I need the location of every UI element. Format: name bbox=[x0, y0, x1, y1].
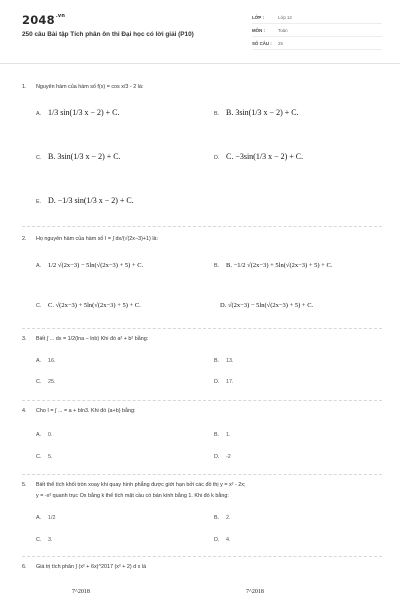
question-2: 2. Họ nguyên hàm của hàm số I = ∫ dx/(√(2x−3)+1) là: bbox=[22, 236, 159, 242]
divider bbox=[22, 474, 382, 475]
option-1a[interactable]: A. 1/3 sin(1/3 x − 2) + C. bbox=[36, 108, 120, 117]
question-6: 6. Giá trị tích phân ∫ (x² + 6x)^2017 (x² + 2) d x là bbox=[22, 564, 147, 570]
option-6a-partial[interactable]: 7^2018 bbox=[72, 589, 90, 595]
question-5-continued: y = -x² quanh trục Ox bằng k thể tích mặt cầu có bán kính bằng 1. Khi đó k bằng: bbox=[36, 493, 229, 499]
site-logo[interactable]: $2048^{.vn}$ bbox=[22, 13, 66, 27]
header bbox=[0, 0, 400, 64]
option-5a[interactable]: A. 1/2 bbox=[36, 515, 56, 521]
divider bbox=[22, 226, 382, 227]
option-4c[interactable]: C. 5. bbox=[36, 454, 53, 460]
meta-row-count: SỐ CÂU : 25 bbox=[252, 37, 382, 50]
meta-row-grade: LỚP : Lớp 12 bbox=[252, 11, 382, 24]
divider bbox=[22, 400, 382, 401]
option-1d[interactable]: D. C. −3sin(1/3 x − 2) + C. bbox=[214, 152, 304, 161]
document-meta bbox=[252, 11, 382, 50]
option-1c[interactable]: C. B. 3sin(1/3 x − 2) + C. bbox=[36, 152, 121, 161]
question-5: 5. Biết thể tích khối tròn xoay khi quay hình phẳng được giới hạn bởi các đồ thị y = x² - 2x; bbox=[22, 482, 246, 488]
option-2c[interactable]: C. C. √(2x−3) + 5ln(√(2x−3) + 5) + C. bbox=[36, 302, 141, 309]
question-3: 3. Biết ∫ ... dx = 1/2(lna − lnb) Khi đó a² + b² bằng: bbox=[22, 336, 149, 342]
option-2d[interactable]: D. √(2x−3) − 5ln(√(2x−3) + 5) + C. bbox=[220, 302, 314, 309]
option-4a[interactable]: A. 0. bbox=[36, 432, 53, 438]
option-5b[interactable]: B. 2. bbox=[214, 515, 231, 521]
option-5d[interactable]: D. 4. bbox=[214, 537, 231, 543]
option-3b[interactable]: B. 13. bbox=[214, 358, 234, 364]
option-4d[interactable]: D. -2 bbox=[214, 454, 231, 460]
option-2b[interactable]: B. B. −1/2 √(2x−3) + 5ln(√(2x−3) + 5) + C. bbox=[214, 262, 333, 269]
question-1: 1. Nguyên hàm của hàm số f(x) = cos x/3 - 2 là: bbox=[22, 84, 144, 90]
meta-row-subject: MÔN : Toán bbox=[252, 24, 382, 37]
option-3a[interactable]: A. 16. bbox=[36, 358, 56, 364]
option-1b[interactable]: B. B. 3sin(1/3 x − 2) + C. bbox=[214, 108, 299, 117]
option-4b[interactable]: B. 1. bbox=[214, 432, 231, 438]
option-3d[interactable]: D. 17. bbox=[214, 379, 234, 385]
option-1e[interactable]: E. D. −1/3 sin(1/3 x − 2) + C. bbox=[36, 196, 134, 205]
question-4: 4. Cho I = ∫ ... = a + bln3. Khi đó (a+b) bằng: bbox=[22, 408, 136, 414]
option-6b-partial[interactable]: 7^2018 bbox=[246, 589, 264, 595]
option-5c[interactable]: C. 3. bbox=[36, 537, 53, 543]
divider bbox=[22, 328, 382, 329]
divider bbox=[22, 556, 382, 557]
option-3c[interactable]: C. 25. bbox=[36, 379, 56, 385]
option-2a[interactable]: A. 1/2 √(2x−3) − 5ln(√(2x−3) + 5) + C. bbox=[36, 262, 144, 269]
document-title: 250 câu Bài tập Tích phân ôn thi Đại học có lời giải (P10) bbox=[22, 31, 194, 38]
